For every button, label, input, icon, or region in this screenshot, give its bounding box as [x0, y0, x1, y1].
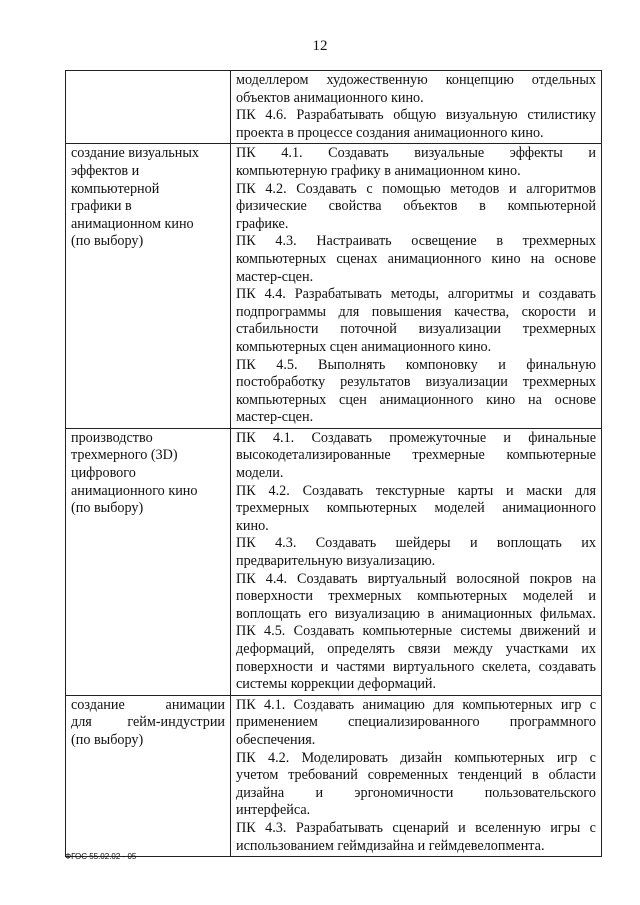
word: связи: [407, 641, 441, 657]
activity-name-line: анимационного кино: [71, 482, 198, 499]
competency-line: [236, 107, 596, 125]
word: и: [458, 819, 466, 836]
word: на: [530, 250, 545, 267]
word: алгоритмы: [447, 286, 514, 303]
word: качества,: [454, 303, 510, 320]
word: сцен: [339, 391, 367, 408]
word: 4.4.: [265, 570, 288, 587]
word: стабильности: [236, 321, 319, 338]
word: 4.3.: [275, 233, 297, 250]
competency-line: [236, 145, 596, 163]
word: Создавать: [302, 482, 364, 499]
word: между: [453, 641, 493, 657]
activity-name-line: графики в: [71, 198, 132, 215]
word: с: [589, 819, 596, 836]
activity-name-cell: [66, 71, 231, 144]
competency-line: [236, 820, 596, 838]
word: игры: [550, 819, 581, 836]
competency-line: проекта в процессе создания анимационного кино.: [236, 124, 544, 141]
word: для: [575, 482, 596, 499]
word: ПК: [236, 623, 256, 640]
word: 4.2.: [268, 482, 290, 499]
word: визуализацию: [334, 605, 421, 622]
word: компьютерные: [362, 623, 452, 640]
word: моделей: [434, 500, 485, 517]
competencies-cell: [231, 144, 602, 429]
word: Создавать: [297, 570, 358, 587]
word: кино: [491, 250, 521, 267]
word: эргономичности: [354, 784, 454, 801]
word: визуальные: [414, 145, 485, 162]
word: Разрабатывать: [294, 286, 382, 303]
word: учетом: [236, 767, 279, 784]
word: ПК: [236, 180, 256, 197]
competency-line: обеспечения.: [236, 731, 316, 748]
word: специализированного: [348, 714, 480, 731]
competency-line: [236, 321, 596, 339]
word: ПК: [236, 570, 256, 587]
word: ПК: [236, 429, 256, 446]
word: карты: [457, 482, 494, 499]
word: поточной: [340, 321, 397, 338]
word: в: [427, 605, 435, 622]
word: на: [582, 570, 596, 587]
word: трехмерных: [328, 588, 402, 605]
word: компьютерных: [417, 588, 508, 605]
activity-name-line: (по выбору): [71, 731, 144, 748]
word: их: [581, 535, 596, 552]
word: с: [589, 749, 596, 766]
word: алгоритмов: [526, 180, 596, 197]
competency-line: мастер-сцен.: [236, 268, 314, 285]
word: компьютерной: [507, 198, 596, 215]
word: и: [588, 145, 596, 162]
word: методы,: [390, 286, 439, 303]
word: виртуальный: [367, 570, 447, 587]
word: игр: [556, 749, 578, 766]
word: кино: [486, 391, 516, 408]
word: финальные: [528, 429, 596, 446]
word: Создавать: [315, 535, 377, 552]
word: гейм-индустрии: [127, 714, 225, 731]
word: визуальную: [445, 107, 518, 124]
word: ПК: [236, 286, 256, 303]
word: программного: [509, 714, 596, 731]
word: анимационного: [502, 500, 596, 517]
competencies-cell: [231, 71, 602, 144]
word: его: [308, 605, 328, 622]
competency-line: [236, 641, 596, 659]
word: покров: [529, 570, 573, 587]
competency-line: [236, 374, 596, 392]
word: ПК: [236, 482, 256, 499]
competency-line: [236, 571, 596, 589]
word: создание: [71, 696, 125, 713]
word: Выполнять: [318, 356, 386, 373]
activity-name-cell: [66, 144, 231, 429]
competency-line: кино.: [236, 517, 269, 534]
word: и: [522, 286, 530, 303]
competency-line: [236, 588, 596, 606]
word: свойства: [328, 198, 382, 215]
word: визуализации: [418, 321, 501, 338]
word: ПК: [236, 107, 256, 124]
word: постобработку: [236, 374, 326, 391]
word: высокодетализированные: [236, 447, 391, 464]
word: Создавать: [293, 623, 355, 640]
word: трехмерных: [522, 321, 596, 338]
word: 4.4.: [264, 286, 286, 303]
word: 4.3.: [275, 535, 297, 552]
word: и: [320, 658, 329, 675]
word: 4.5.: [276, 356, 298, 373]
word: шейдеры: [395, 535, 451, 552]
word: 4.6.: [265, 107, 287, 124]
activity-name-line: компьютерной: [71, 180, 160, 197]
word: скелета,: [482, 658, 531, 675]
word: движений: [519, 623, 581, 640]
word: методов: [450, 180, 500, 197]
word: ПК: [236, 356, 256, 373]
word: с: [366, 180, 373, 197]
page-number: 12: [312, 38, 328, 54]
competency-line: [236, 714, 596, 732]
activity-name-cell: [66, 695, 231, 856]
word: ПК: [236, 819, 256, 836]
word: и: [508, 180, 517, 197]
word: общую: [393, 107, 437, 124]
word: определять: [327, 641, 395, 657]
word: 4.1.: [264, 696, 286, 713]
competency-line: [236, 357, 596, 375]
competency-line: мастер-сцен.: [236, 409, 314, 426]
activity-name-line: (по выбору): [71, 233, 144, 250]
word: и: [588, 588, 596, 605]
word: дизайн: [400, 749, 443, 766]
word: волосяной: [456, 570, 520, 587]
word: моделлером: [236, 72, 309, 88]
word: трехмерные: [412, 447, 485, 464]
word: воплощать: [496, 535, 562, 552]
word: области: [548, 767, 596, 784]
word: деформаций,: [236, 641, 315, 657]
competency-line: [236, 535, 596, 553]
word: поверхности: [236, 658, 313, 675]
word: виртуального: [392, 658, 475, 675]
word: компьютерные: [506, 447, 596, 464]
word: основе: [554, 391, 596, 408]
activity-name-line: цифрового: [71, 465, 136, 482]
word: анимационных: [441, 605, 533, 622]
table-row: [66, 695, 602, 856]
word: визуализации: [425, 374, 508, 391]
word: для: [433, 696, 455, 713]
word: с: [589, 696, 596, 713]
competency-line: [236, 606, 596, 624]
competency-line: [236, 233, 596, 251]
word: фильмах.: [539, 605, 596, 622]
word: основе: [554, 250, 596, 267]
word: и: [503, 429, 511, 446]
word: трехмерных: [522, 233, 596, 250]
competency-line: системы коррекции деформаций.: [236, 676, 437, 693]
competency-line: [236, 392, 596, 410]
competency-line: [236, 304, 596, 322]
word: результатов: [340, 374, 411, 391]
competency-line: модели.: [236, 465, 284, 482]
competency-line: использованием геймдизайна и геймдевелопмента.: [236, 837, 545, 854]
word: компоновку: [405, 356, 478, 373]
word: в: [496, 233, 504, 250]
word: 4.5.: [264, 623, 286, 640]
word: отдельных: [531, 72, 596, 88]
word: повышения: [371, 303, 442, 320]
word: требований: [288, 767, 358, 784]
competency-line: компьютерных сцен анимационного кино.: [236, 338, 492, 355]
word: и: [588, 303, 596, 320]
competency-line: [236, 659, 596, 677]
competency-table: [65, 70, 602, 857]
word: анимационного: [387, 250, 482, 267]
word: пользовательского: [484, 784, 596, 801]
activity-name-line: создание визуальных: [71, 145, 199, 162]
word: и: [498, 356, 506, 373]
competency-line: [236, 72, 596, 90]
word: трехмерных: [522, 374, 596, 391]
word: физические: [236, 198, 307, 215]
competency-line: графике.: [236, 215, 289, 232]
word: финальную: [526, 356, 596, 373]
word: участками: [505, 641, 569, 657]
competency-line: [236, 447, 596, 465]
word: компьютерных: [462, 696, 553, 713]
word: художественную: [326, 72, 428, 88]
word: для: [338, 303, 360, 320]
word: вселенную: [475, 819, 541, 836]
word: компьютерных: [236, 250, 327, 267]
word: игр: [560, 696, 582, 713]
competency-line: объектов анимационного кино.: [236, 89, 424, 106]
word: воплощать: [236, 605, 301, 622]
word: Разрабатывать: [295, 819, 383, 836]
activity-name-line: [71, 697, 225, 715]
word: создавать: [538, 286, 596, 303]
competency-line: [236, 430, 596, 448]
word: современных: [367, 767, 449, 784]
activity-name-line: (по выбору): [71, 500, 144, 517]
table-row: [66, 144, 602, 429]
word: и: [506, 482, 514, 499]
word: промежуточные: [389, 429, 487, 446]
word: их: [581, 641, 596, 657]
activity-name-cell: [66, 428, 231, 695]
activity-name-line: производство: [71, 429, 153, 446]
word: освещение: [411, 233, 477, 250]
competency-line: [236, 750, 596, 768]
word: системы: [460, 623, 512, 640]
competency-line: [236, 767, 596, 785]
table-row: [66, 71, 602, 144]
word: 4.3.: [265, 819, 287, 836]
word: на: [528, 391, 542, 408]
competency-line: [236, 500, 596, 518]
word: компьютерных: [326, 500, 418, 517]
word: 4.2.: [265, 180, 287, 197]
word: Создавать: [328, 145, 389, 162]
word: и: [315, 784, 324, 801]
word: и: [469, 535, 478, 552]
word: анимацию: [362, 696, 425, 713]
word: ПК: [236, 145, 256, 162]
word: компьютерных: [236, 391, 327, 408]
word: ПК: [236, 535, 256, 552]
word: помощью: [382, 180, 441, 197]
word: частями: [336, 658, 386, 675]
word: создавать: [538, 658, 596, 675]
competency-line: компьютерную графику в анимационном кино.: [236, 162, 521, 179]
word: 4.2.: [267, 749, 290, 766]
competency-line: [236, 181, 596, 199]
activity-name-line: трехмерного (3D): [71, 447, 178, 464]
word: сценах: [336, 250, 378, 267]
word: моделей: [522, 588, 573, 605]
word: ПК: [236, 749, 256, 766]
word: 4.1.: [281, 145, 303, 162]
table-row: [66, 428, 602, 695]
word: в: [479, 198, 486, 215]
word: стилистику: [527, 107, 596, 124]
competency-line: [236, 286, 596, 304]
word: Создавать: [293, 696, 355, 713]
document-footer: ФГОС 55.02.02 - 05: [65, 852, 137, 861]
competency-line: интерфейса.: [236, 802, 311, 819]
activity-name-line: эффектов и: [71, 162, 140, 179]
word: маски: [526, 482, 563, 499]
word: для: [71, 714, 92, 731]
word: Моделировать: [301, 749, 388, 766]
word: дизайна: [236, 784, 285, 801]
word: компьютерных: [454, 749, 545, 766]
word: анимационного: [379, 391, 474, 408]
word: концепцию: [445, 72, 514, 88]
competency-line: [236, 198, 596, 216]
word: и: [588, 623, 596, 640]
competencies-cell: [231, 695, 602, 856]
activity-name-line: [71, 714, 225, 732]
word: трехмерных: [236, 500, 310, 517]
word: ПК: [236, 696, 256, 713]
word: Создавать: [311, 429, 372, 446]
competency-line: [236, 785, 596, 803]
competency-line: [236, 697, 596, 715]
competency-line: [236, 251, 596, 269]
word: 4.1.: [272, 429, 295, 446]
word: эффекты: [509, 145, 563, 162]
word: подпрограммы: [236, 303, 326, 320]
word: в: [531, 767, 539, 784]
word: поверхности: [236, 588, 313, 605]
activity-name-line: анимационном кино: [71, 215, 194, 232]
word: сценарий: [392, 819, 449, 836]
word: применением: [236, 714, 318, 731]
competency-line: [236, 623, 596, 641]
word: текстурные: [375, 482, 445, 499]
word: скорости: [521, 303, 576, 320]
word: анимации: [165, 696, 225, 713]
word: Настраивать: [316, 233, 392, 250]
word: ПК: [236, 233, 256, 250]
word: тенденций: [458, 767, 523, 784]
word: Разрабатывать: [296, 107, 384, 124]
competencies-cell: [231, 428, 602, 695]
competency-line: [236, 483, 596, 501]
word: объектов: [403, 198, 458, 215]
competency-line: предварительную визуализацию.: [236, 553, 436, 570]
word: Создавать: [296, 180, 357, 197]
